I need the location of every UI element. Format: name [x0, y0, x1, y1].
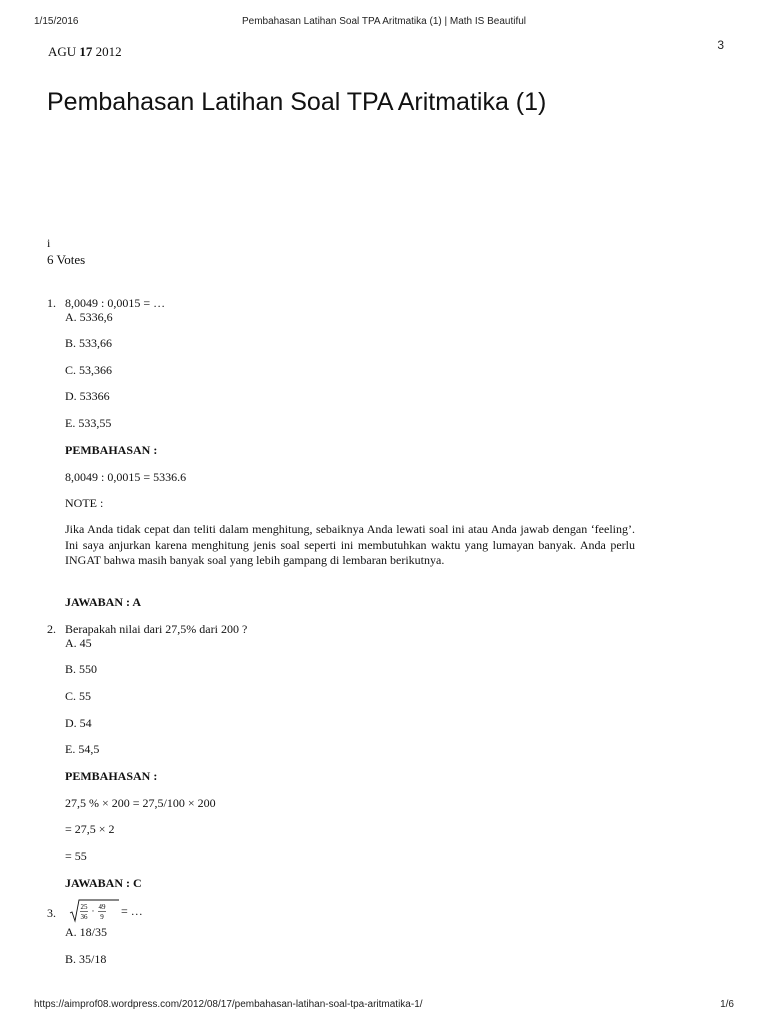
question-text: Berapakah nilai dari 27,5% dari 200 ?	[65, 622, 248, 636]
option-d: D. 54	[65, 716, 92, 730]
pembahasan-label: PEMBAHASAN :	[65, 769, 158, 783]
option-e: E. 54,5	[65, 742, 100, 756]
vote-count: 6 Votes	[47, 252, 86, 267]
working-line: 27,5 % × 200 = 27,5/100 × 200	[65, 796, 216, 810]
note-label: NOTE :	[65, 496, 104, 510]
question-number: 2.	[47, 622, 56, 636]
question-number: 1.	[47, 296, 56, 310]
question-number: 3.	[47, 906, 56, 920]
post-year: 2012	[95, 44, 122, 59]
option-d: D. 53366	[65, 389, 110, 403]
square-root-expression	[69, 899, 119, 923]
fraction2-denominator: 9	[100, 913, 104, 921]
question-text: 8,0049 : 0,0015 = …	[65, 296, 166, 310]
option-c: C. 55	[65, 689, 92, 703]
post-month: AGU	[48, 44, 77, 59]
question-text	[65, 899, 143, 923]
option-c: C. 53,366	[65, 363, 113, 377]
rating-icon[interactable]: i	[47, 236, 51, 250]
working-line: = 27,5 × 2	[65, 822, 115, 836]
answer: JAWABAN : A	[65, 595, 142, 609]
working-line: = 55	[65, 849, 87, 863]
print-date: 1/15/2016	[34, 16, 79, 27]
post-date	[48, 44, 122, 60]
option-a: A. 5336,6	[65, 310, 113, 324]
option-a: A. 18/35	[65, 925, 107, 939]
question-suffix: = …	[121, 904, 143, 918]
comment-count[interactable]: 3	[717, 38, 724, 52]
option-b: B. 533,66	[65, 336, 113, 350]
pembahasan-label: PEMBAHASAN :	[65, 443, 158, 457]
fraction2-numerator: 49	[98, 903, 106, 911]
option-b: B. 35/18	[65, 952, 107, 966]
option-b: B. 550	[65, 662, 98, 676]
note-paragraph: Jika Anda tidak cepat dan teliti dalam menghitung, sebaiknya Anda lewati soal ini atau Anda jawab dengan ‘feeling’. Ini saya anjurkan karena menghitung jenis soal seperti ini membutuhkan waktu yang lumayan banyak. Anda perlu INGAT bahwa masih banyak soal yang lebih gampang di lembaran berikutnya.	[65, 522, 635, 567]
fraction1-denominator: 36	[80, 913, 88, 921]
fraction1-numerator: 25	[80, 903, 88, 911]
answer: JAWABAN : C	[65, 876, 142, 890]
print-page-number: 1/6	[720, 999, 734, 1010]
print-url: https://aimprof08.wordpress.com/2012/08/17/pembahasan-latihan-soal-tpa-aritmatika-1/	[34, 999, 423, 1010]
working-line: 8,0049 : 0,0015 = 5336.6	[65, 470, 187, 484]
post-day: 17	[79, 44, 93, 59]
square-root-icon	[69, 899, 119, 923]
option-e: E. 533,55	[65, 416, 112, 430]
fraction-operator: ·	[91, 906, 95, 916]
print-page-title: Pembahasan Latihan Soal TPA Aritmatika (1) | Math IS Beautiful	[241, 16, 527, 27]
post-title: Pembahasan Latihan Soal TPA Aritmatika (1)	[47, 88, 547, 116]
option-a: A. 45	[65, 636, 92, 650]
